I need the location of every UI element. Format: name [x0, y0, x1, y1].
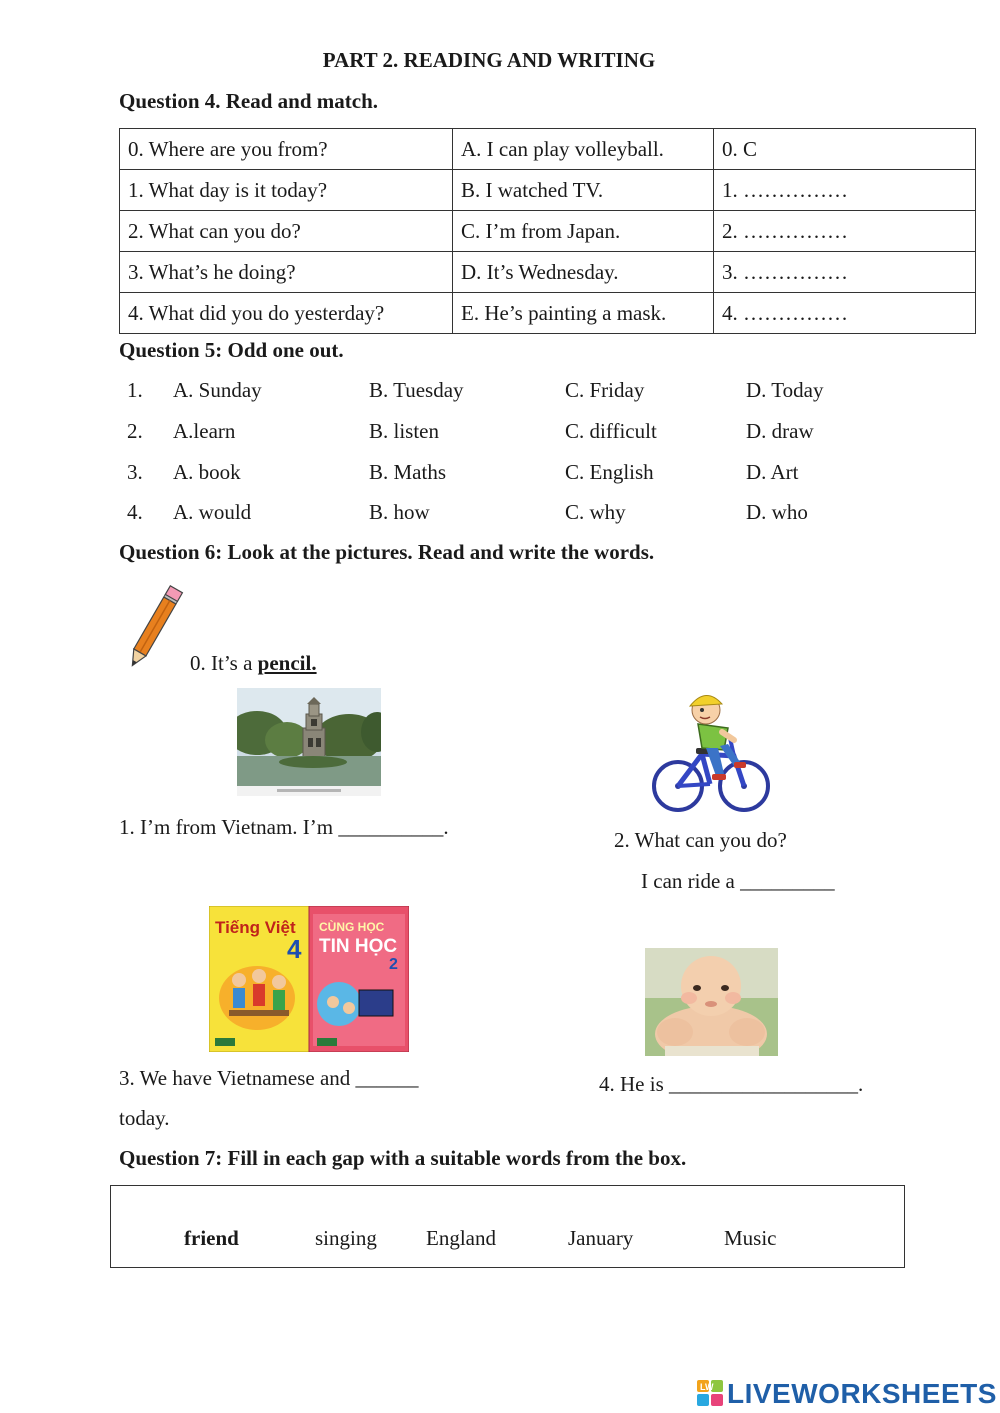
odd-one-out-option[interactable]: C. Friday — [565, 378, 645, 402]
odd-one-out-option[interactable]: B. Tuesday — [369, 378, 464, 402]
turtle-tower-picture — [237, 688, 381, 796]
odd-one-out-number: 3. — [127, 460, 143, 484]
pencil-picture — [124, 577, 184, 675]
q6-item-3-line1: 3. We have Vietnamese and ______ — [119, 1066, 419, 1090]
odd-one-out-option[interactable]: D. Art — [746, 460, 799, 484]
q6-item-2-answer: I can ride a _________ — [641, 869, 835, 893]
q6-item-4: 4. He is __________________. — [599, 1072, 864, 1096]
odd-one-out-number: 4. — [127, 500, 143, 524]
match-answer-cell: C. I’m from Japan. — [453, 211, 714, 252]
odd-one-out-option[interactable]: B. listen — [369, 419, 440, 443]
match-question-cell: 3. What’s he doing? — [120, 252, 453, 293]
match-blank-cell: 0. C — [714, 129, 976, 170]
odd-one-out-row — [127, 419, 887, 449]
word-box-word: Music — [724, 1226, 777, 1250]
match-table-row — [120, 170, 976, 211]
match-table-row — [120, 252, 976, 293]
odd-one-out-option[interactable]: B. how — [369, 500, 430, 524]
word-box-word: singing — [315, 1226, 377, 1250]
odd-one-out-row — [127, 500, 887, 530]
textbooks-picture — [209, 906, 409, 1052]
word-box-word: January — [568, 1226, 634, 1250]
odd-one-out-option[interactable]: D. who — [746, 500, 808, 524]
q6-item-1: 1. I’m from Vietnam. I’m __________. — [119, 815, 449, 839]
odd-one-out-number: 1. — [127, 378, 143, 402]
svg-text:LW: LW — [700, 1382, 714, 1392]
odd-one-out-option[interactable]: A.learn — [173, 419, 236, 443]
book1-number: 4 — [287, 934, 302, 964]
match-blank-cell[interactable]: 3. …………… — [714, 252, 976, 293]
book2-number: 2 — [389, 956, 398, 973]
odd-one-out-option[interactable]: C. English — [565, 460, 654, 484]
fat-baby-picture — [645, 948, 778, 1056]
question-5-heading: Question 5: Odd one out. — [119, 338, 344, 362]
book2-title-main: TIN HỌC — [319, 936, 398, 957]
odd-one-out-option[interactable]: D. draw — [746, 419, 814, 443]
bicycle-picture — [650, 684, 772, 820]
match-table-row — [120, 293, 976, 334]
book2-title-top: CÙNG HỌC — [319, 920, 385, 934]
q6-item-3-line2: today. — [119, 1106, 170, 1130]
liveworksheets-logo[interactable] — [697, 1378, 997, 1410]
match-table — [119, 128, 976, 334]
liveworksheets-logo-icon — [697, 1380, 723, 1408]
odd-one-out-row — [127, 460, 887, 490]
word-box — [110, 1185, 905, 1268]
match-answer-cell: A. I can play volleyball. — [453, 129, 714, 170]
word-box-word: England — [426, 1226, 496, 1250]
match-question-cell: 4. What did you do yesterday? — [120, 293, 453, 334]
odd-one-out-option[interactable]: C. why — [565, 500, 626, 524]
question-7-heading: Question 7: Fill in each gap with a suitable words from the box. — [119, 1146, 687, 1170]
q6-item-2-question: 2. What can you do? — [614, 828, 787, 852]
question-4-heading: Question 4. Read and match. — [119, 89, 379, 113]
match-table-row — [120, 211, 976, 252]
odd-one-out-number: 2. — [127, 419, 143, 443]
odd-one-out-option[interactable]: C. difficult — [565, 419, 657, 443]
odd-one-out-option[interactable]: B. Maths — [369, 460, 447, 484]
liveworksheets-brand: LIVEWORKSHEETS — [727, 1378, 997, 1409]
match-question-cell: 2. What can you do? — [120, 211, 453, 252]
match-table-row — [120, 129, 976, 170]
q6-example — [190, 651, 317, 676]
match-answer-cell: E. He’s painting a mask. — [453, 293, 714, 334]
book1-title: Tiếng Việt — [215, 918, 296, 937]
odd-one-out-option[interactable]: A. Sunday — [173, 378, 262, 402]
match-answer-cell: D. It’s Wednesday. — [453, 252, 714, 293]
match-question-cell: 1. What day is it today? — [120, 170, 453, 211]
q6-example-prefix: 0. It’s a — [190, 651, 258, 675]
match-blank-cell[interactable]: 4. …………… — [714, 293, 976, 334]
match-answer-cell: B. I watched TV. — [453, 170, 714, 211]
odd-one-out-option[interactable]: A. would — [173, 500, 252, 524]
match-blank-cell[interactable]: 1. …………… — [714, 170, 976, 211]
odd-one-out-option[interactable]: A. book — [173, 460, 241, 484]
question-6-heading: Question 6: Look at the pictures. Read and write the words. — [119, 540, 655, 564]
odd-one-out-row — [127, 378, 887, 408]
match-blank-cell[interactable]: 2. …………… — [714, 211, 976, 252]
odd-one-out-option[interactable]: D. Today — [746, 378, 824, 402]
word-box-word: friend — [184, 1226, 239, 1250]
q6-example-answer: pencil. — [257, 651, 317, 675]
page-title: PART 2. READING AND WRITING — [322, 48, 656, 72]
match-question-cell: 0. Where are you from? — [120, 129, 453, 170]
